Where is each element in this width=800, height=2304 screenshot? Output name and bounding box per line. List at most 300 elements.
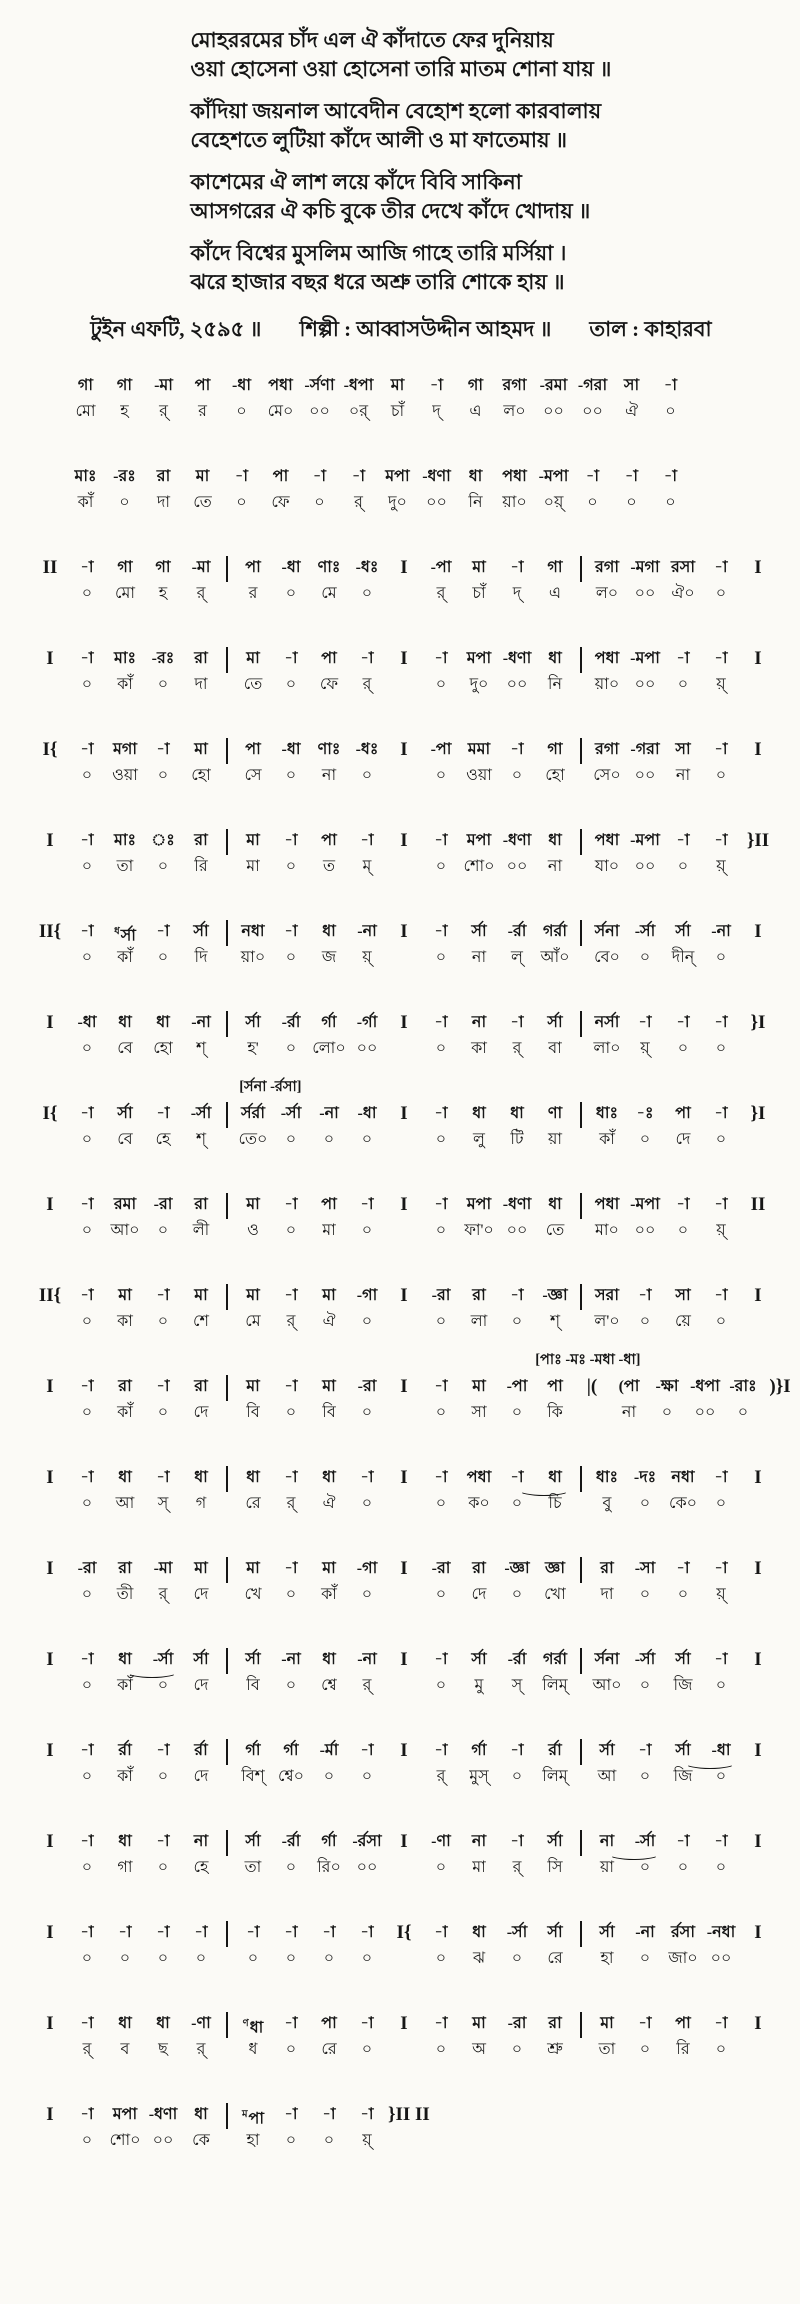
notation-cell: [68, 1646, 106, 1697]
lyric-syllable: ক০: [468, 1495, 490, 1512]
lyric-syllable: ঝ: [472, 1950, 486, 1967]
note-token: রমা: [113, 1196, 137, 1213]
note-token: মা: [246, 1560, 260, 1577]
lyric-syllable: র: [198, 403, 207, 420]
notation-cell: [588, 1646, 626, 1697]
note-token: র্রা: [118, 1742, 132, 1759]
lyric-syllable: কাঁ: [117, 949, 133, 966]
lyric-syllable: ০: [677, 1222, 689, 1239]
notation-cell: [310, 554, 348, 605]
notation-cell: [664, 1464, 702, 1515]
lyric-syllable: জ: [321, 949, 337, 966]
lyric-syllable: য়্: [362, 949, 372, 966]
notation-cell: [573, 463, 612, 514]
note-token: -া: [80, 741, 94, 758]
lyric-syllable: র্: [159, 403, 168, 420]
note-token: নর্সা: [594, 1014, 620, 1031]
lyric-syllable: যা০: [594, 858, 620, 875]
lyric-syllable: ০: [81, 1404, 93, 1421]
notation-cell: [182, 1464, 220, 1515]
taal-section-mark: I: [400, 557, 408, 578]
note-token: -ধপা: [690, 1378, 720, 1395]
lyric-syllable: কাঁ: [117, 1677, 133, 1694]
notation-cell: [588, 1737, 626, 1788]
note-token: -র্রসা: [352, 1833, 382, 1850]
note-token: -া: [80, 923, 94, 940]
notation-line: [32, 1555, 772, 1606]
lyric-syllable: ধ: [248, 2041, 258, 2058]
lyric-syllable: র্: [196, 2041, 206, 2058]
notation-cell: [261, 463, 300, 514]
note-token: রা: [548, 2015, 562, 2032]
note-token: -র্সা: [190, 1105, 212, 1122]
notation-cell: [664, 1100, 702, 1151]
notation-cell: [422, 645, 460, 696]
taal-section-mark: I: [400, 1194, 408, 1215]
notation-cell: [422, 1191, 460, 1242]
bar-line: [220, 1100, 234, 1128]
note-token: -জ্ঞা: [542, 1287, 568, 1304]
note-token: -ধা: [711, 1742, 731, 1759]
notation-cell: [234, 1828, 272, 1879]
lyric-syllable: ০: [715, 767, 727, 784]
grace-note: ম: [241, 2109, 248, 2120]
lyric-syllable: ০: [157, 1859, 169, 1876]
note-token: -া: [80, 1105, 94, 1122]
lyric-syllable: ০০: [356, 1040, 378, 1057]
notation-cell: [68, 2101, 106, 2152]
notation-cell: [702, 1464, 740, 1515]
lyric-syllable: ০: [157, 1677, 169, 1694]
notation-cell: [588, 1464, 626, 1515]
taal-section-mark: I: [400, 1285, 408, 1306]
note-token: -া: [510, 559, 524, 576]
note-token: -া: [156, 1924, 170, 1941]
notation-cell: [68, 1191, 106, 1242]
lyric-syllable: ০০: [634, 585, 656, 602]
lyric-syllable: কাঁ: [117, 1768, 133, 1785]
notation-cell: [422, 1737, 460, 1788]
lyric-syllable: ০০: [634, 767, 656, 784]
notation-cell: [498, 736, 536, 787]
notation-cell: [626, 1919, 664, 1970]
notation-line: [32, 1646, 772, 1697]
note-token: -ধঃ: [355, 559, 379, 576]
notation-cell: [626, 554, 664, 605]
lyric-syllable: ০: [677, 1040, 689, 1057]
notation-cell: [460, 1009, 498, 1060]
note-token: র্গা: [321, 1014, 337, 1031]
note-token: -া: [676, 650, 690, 667]
lyric-syllable: কে: [192, 2132, 210, 2149]
bar-line: [574, 1282, 588, 1310]
lyric-syllable: শ্বে: [321, 1677, 337, 1694]
notation-line: [32, 736, 772, 787]
lyric-syllable: ০: [285, 1586, 297, 1603]
lyric-syllable: রে: [245, 1495, 261, 1512]
notation-line: [32, 1919, 772, 1970]
notation-cell: [234, 1919, 272, 1970]
lyric-syllable: হো: [191, 767, 211, 784]
lyric-syllable: ০: [81, 949, 93, 966]
note-token: মপা: [112, 2106, 138, 2123]
note-token: -া: [156, 1469, 170, 1486]
taal-section-mark: }II II: [388, 2104, 430, 2125]
notation-cell: [144, 1282, 182, 1333]
bar-line: [574, 1100, 588, 1128]
note-token: -া: [434, 1105, 448, 1122]
lyric-syllable: ০: [715, 1768, 727, 1785]
note-token: -া: [80, 1742, 94, 1759]
taal-name: তাল : কাহারবা: [589, 317, 712, 341]
lyric-syllable: র্: [354, 494, 363, 511]
notation-line: [32, 2101, 772, 2152]
note-token: -ধা: [281, 559, 301, 576]
lyric-syllable: এ: [469, 403, 482, 420]
note-token: -দঃ: [633, 1469, 657, 1486]
grace-note: ধ: [114, 926, 120, 937]
lyric-syllable: ০: [511, 1313, 523, 1330]
bar-line: [220, 918, 234, 946]
notation-cell: [460, 1464, 498, 1515]
bar-line: [574, 1828, 588, 1856]
notation-cell: [702, 1828, 740, 1879]
notation-cell: [588, 1919, 626, 1970]
note-token: সা: [623, 377, 640, 394]
lyric-syllable: মে: [245, 1313, 261, 1330]
note-token: -া: [284, 2106, 298, 2123]
lyric-syllable: তে: [545, 1222, 565, 1239]
lyric-syllable: ০: [81, 1859, 93, 1876]
note-token: মা: [246, 1196, 260, 1213]
lyric-syllable: ০: [715, 1859, 727, 1876]
stanza: [190, 168, 611, 226]
lyric-syllable: খে: [244, 1586, 262, 1603]
note-token: -া: [80, 1469, 94, 1486]
notation-cell: [144, 1646, 182, 1697]
notation-cell: [144, 827, 182, 878]
notation-cell: [664, 1737, 702, 1788]
notation-cell: [664, 1646, 702, 1697]
note-token: -া: [360, 1742, 374, 1759]
stanza-line: ঝরে হাজার বছর ধরে অশ্রু তারি শোকে হায় ॥: [190, 270, 565, 294]
notation-cell: [422, 1009, 460, 1060]
note-token: গা: [117, 559, 133, 576]
note-token: রা: [600, 1560, 614, 1577]
notation-cell: [498, 1646, 536, 1697]
lyric-syllable: বিশ্: [241, 1768, 265, 1785]
note-token: -র্গা: [356, 1014, 378, 1031]
note-token: র্গা: [283, 1742, 299, 1759]
notation-cell: [144, 1828, 182, 1879]
notation-cell: [348, 2101, 386, 2152]
lyric-syllable: ব: [120, 2041, 130, 2058]
note-token: -া: [714, 1105, 728, 1122]
lyric-syllable: কে০: [668, 1495, 698, 1512]
notation-cell: [106, 1191, 144, 1242]
note-token: মাঃ: [113, 650, 137, 667]
notation-cell: [422, 1555, 460, 1606]
notation-cell: [182, 827, 220, 878]
note-token: মা: [472, 2015, 486, 2032]
lyric-syllable: ০: [511, 1404, 523, 1421]
notation-cell: [310, 1373, 348, 1424]
notation-cell: [182, 1828, 220, 1879]
notation-cell: [272, 2010, 310, 2061]
taal-section-mark: I: [46, 1649, 54, 1670]
notation-cell: [310, 827, 348, 878]
notation-cell: [234, 1282, 272, 1333]
notation-cell: [348, 1464, 386, 1515]
note-token: -া: [322, 1924, 336, 1941]
lyric-syllable: ০: [157, 1313, 169, 1330]
lyric-syllable: ০: [323, 1950, 335, 1967]
notation-cell: [272, 1100, 310, 1151]
lyric-syllable: লিম্: [542, 1768, 568, 1785]
notation-cell: [272, 1191, 310, 1242]
artist-name: শিল্পী : আব্বাসউদ্দীন আহমদ ॥: [299, 317, 552, 341]
lyric-syllable: নি: [547, 676, 563, 693]
note-token: পা: [194, 377, 211, 394]
note-token: -মা: [153, 1560, 173, 1577]
notation-line: [32, 1191, 772, 1242]
note-token: ধা: [118, 1014, 132, 1031]
note-token: গা: [155, 559, 171, 576]
notation-cell: [588, 1555, 626, 1606]
lyric-syllable: ০: [285, 676, 297, 693]
lyric-syllable: ফা'০: [464, 1222, 494, 1239]
notation-cell: [498, 827, 536, 878]
notation-cell: [272, 1646, 310, 1697]
notation-cell: [222, 463, 261, 514]
lyric-syllable: ০: [157, 676, 169, 693]
notation-cell: [534, 372, 573, 423]
note-token: -মা: [154, 377, 173, 394]
lyric-syllable: মো: [114, 585, 136, 602]
notation-cell: [348, 918, 386, 969]
note-token: -া: [714, 1196, 728, 1213]
lyric-syllable: ০র্: [348, 403, 369, 420]
taal-section-mark: I: [754, 1831, 762, 1852]
notation-cell: [498, 554, 536, 605]
notation-cell: [588, 918, 626, 969]
notation-cell: [68, 1373, 106, 1424]
lyric-syllable: দে: [193, 1677, 209, 1694]
note-token: -গা: [356, 1560, 378, 1577]
note-token: -া: [156, 1378, 170, 1395]
note-token: পা: [245, 559, 261, 576]
notation-cell: [664, 1555, 702, 1606]
taal-section-mark: I: [46, 648, 54, 669]
note-token: -গরা: [577, 377, 608, 394]
bar-line: [220, 1737, 234, 1765]
notation-cell: [498, 1555, 536, 1606]
lyric-syllable: ০: [435, 2041, 447, 2058]
note-token: র্গা: [321, 1833, 337, 1850]
lyric-syllable: কাঁ: [77, 494, 94, 511]
note-token: জ্ঞা: [545, 1560, 565, 1577]
lyric-syllable: ০: [677, 1859, 689, 1876]
note-token: -রঃ: [113, 468, 136, 485]
note-token: -রাঃ: [729, 1378, 757, 1395]
notation-cell: [106, 1828, 144, 1879]
taal-section-mark: I: [46, 1558, 54, 1579]
lyric-syllable: য়্: [716, 1586, 726, 1603]
lyric-syllable: কাঁ: [117, 1404, 133, 1421]
notation-cell: [378, 372, 417, 423]
note-token: -র্সা: [280, 1105, 302, 1122]
song-lyrics-block: [190, 26, 611, 297]
note-token: -া: [434, 1014, 448, 1031]
notation-cell: [234, 1373, 272, 1424]
notation-cell: [310, 2101, 348, 2152]
note-token: -না: [711, 923, 731, 940]
bar-line: [574, 736, 588, 764]
notation-cell: [68, 1555, 106, 1606]
notation-cell: [106, 1373, 144, 1424]
stanza-line: ওয়া হোসেনা ওয়া হোসেনা তারি মাতম শোনা যায় ॥: [190, 57, 612, 81]
note-token: -জ্ঞা: [504, 1560, 530, 1577]
note-token: -া: [156, 1287, 170, 1304]
lyric-syllable: ০: [715, 1313, 727, 1330]
taal-section-mark: II{: [38, 1285, 62, 1306]
bar-line: [220, 1919, 234, 1947]
notation-cell: [498, 1737, 536, 1788]
note-token: -া: [322, 2106, 336, 2123]
lyric-syllable: তা: [244, 1859, 262, 1876]
note-token: -া: [284, 1924, 298, 1941]
notation-cell: [588, 736, 626, 787]
lyric-syllable: তা: [598, 2041, 616, 2058]
note-token: -া: [434, 1196, 448, 1213]
notation-cell: [234, 1555, 272, 1606]
notation-cell: [422, 1646, 460, 1697]
lyric-syllable: য়্: [716, 858, 726, 875]
notation-cell: [588, 1282, 626, 1333]
note-token: মা: [246, 650, 260, 667]
note-token: -মপা: [630, 1196, 660, 1213]
lyric-syllable: ০: [511, 2041, 523, 2058]
lyric-syllable: ০: [81, 1222, 93, 1239]
notation-cell: [222, 372, 261, 423]
notation-cell: [68, 1828, 106, 1879]
lyric-syllable: জি: [673, 1677, 693, 1694]
lyric-syllable: র্: [362, 676, 372, 693]
note-token: পা: [245, 741, 261, 758]
notation-cell: [234, 554, 272, 605]
notation-cell: [460, 554, 498, 605]
lyric-syllable: ০: [639, 1313, 651, 1330]
lyric-syllable: ০: [81, 1586, 93, 1603]
lyric-syllable: না: [547, 858, 563, 875]
note-token: -া: [434, 832, 448, 849]
lyric-syllable: শো০: [109, 2132, 141, 2149]
notation-cell: [144, 1464, 182, 1515]
notation-cell: [234, 1009, 272, 1060]
record-number: টুইন এফটি, ২৫৯৫ ॥: [90, 317, 262, 341]
lyric-syllable: ০: [435, 1586, 447, 1603]
notation-cell: [68, 1009, 106, 1060]
note-token: রগা: [595, 741, 619, 758]
note-token: মপা: [466, 650, 492, 667]
notation-cell: [460, 918, 498, 969]
lyric-syllable: ০: [639, 1586, 651, 1603]
note-token: না: [588, 1828, 626, 1855]
lyric-syllable: তা: [116, 858, 134, 875]
note-token: -গরা: [630, 741, 660, 758]
lyric-syllable: ০০: [309, 403, 330, 420]
notation-cell: [460, 1373, 498, 1424]
notation-cell: [648, 1373, 686, 1424]
lyric-syllable: ০: [715, 1495, 727, 1512]
note-token: -ধা: [77, 1014, 97, 1031]
bar-line: [220, 1828, 234, 1856]
notation-cell: [272, 736, 310, 787]
note-token: -া: [156, 741, 170, 758]
note-token: র্সর্রা: [240, 1105, 265, 1122]
note-token: -রা: [77, 1560, 97, 1577]
lyric-syllable: ০: [285, 949, 297, 966]
notation-line: [32, 827, 772, 878]
notation-cell: [272, 1919, 310, 1970]
notation-cell: [106, 1009, 144, 1060]
notation-line: [32, 1464, 772, 1515]
note-token: -া: [429, 377, 444, 394]
lyric-syllable: ০: [587, 494, 598, 511]
note-token: ধা: [548, 832, 562, 849]
notation-cell: [182, 2101, 220, 2152]
note-token: রা: [118, 1378, 132, 1395]
lyric-syllable: ০: [639, 1677, 651, 1694]
note-token: ধা: [548, 650, 562, 667]
lyric-syllable: বি: [322, 1404, 336, 1421]
lyric-syllable: দু০: [469, 676, 489, 693]
note-token: -া: [434, 1742, 448, 1759]
notation-cell: [106, 736, 144, 787]
note-token: -া: [714, 1560, 728, 1577]
lyric-syllable: ০: [119, 1950, 131, 1967]
notation-cell: [272, 554, 310, 605]
lyric-syllable: য়ে: [675, 1313, 691, 1330]
notation-cell: [261, 372, 300, 423]
note-token: গা: [547, 741, 563, 758]
lyric-syllable: ০: [511, 1495, 523, 1512]
note-token: -ধণা: [502, 1196, 532, 1213]
lyric-syllable: লু: [473, 1131, 485, 1148]
lyric-syllable: ০: [81, 585, 93, 602]
notation-cell: [610, 1373, 648, 1424]
notation-cell: [182, 645, 220, 696]
note-token: -া: [676, 1196, 690, 1213]
notation-cell: [234, 736, 272, 787]
note-token: -ধঃ: [355, 741, 379, 758]
note-token: -া: [80, 2015, 94, 2032]
taal-section-mark: |(: [586, 1376, 598, 1397]
lyric-syllable: ০: [247, 1950, 259, 1967]
lyric-syllable: হো: [545, 767, 565, 784]
lyric-syllable: র্: [362, 1677, 372, 1694]
lyric-syllable: ০: [715, 1040, 727, 1057]
note-token: -পা: [430, 559, 452, 576]
note-token: -ধণা: [422, 468, 451, 485]
note-token: মপা: [466, 1196, 492, 1213]
note-token: ধা: [322, 1469, 336, 1486]
notation-cell: [182, 554, 220, 605]
note-token: -া: [360, 1469, 374, 1486]
lyric-syllable: ০: [639, 1950, 651, 1967]
notation-cell: [588, 554, 626, 605]
notation-cell: [310, 1464, 348, 1515]
